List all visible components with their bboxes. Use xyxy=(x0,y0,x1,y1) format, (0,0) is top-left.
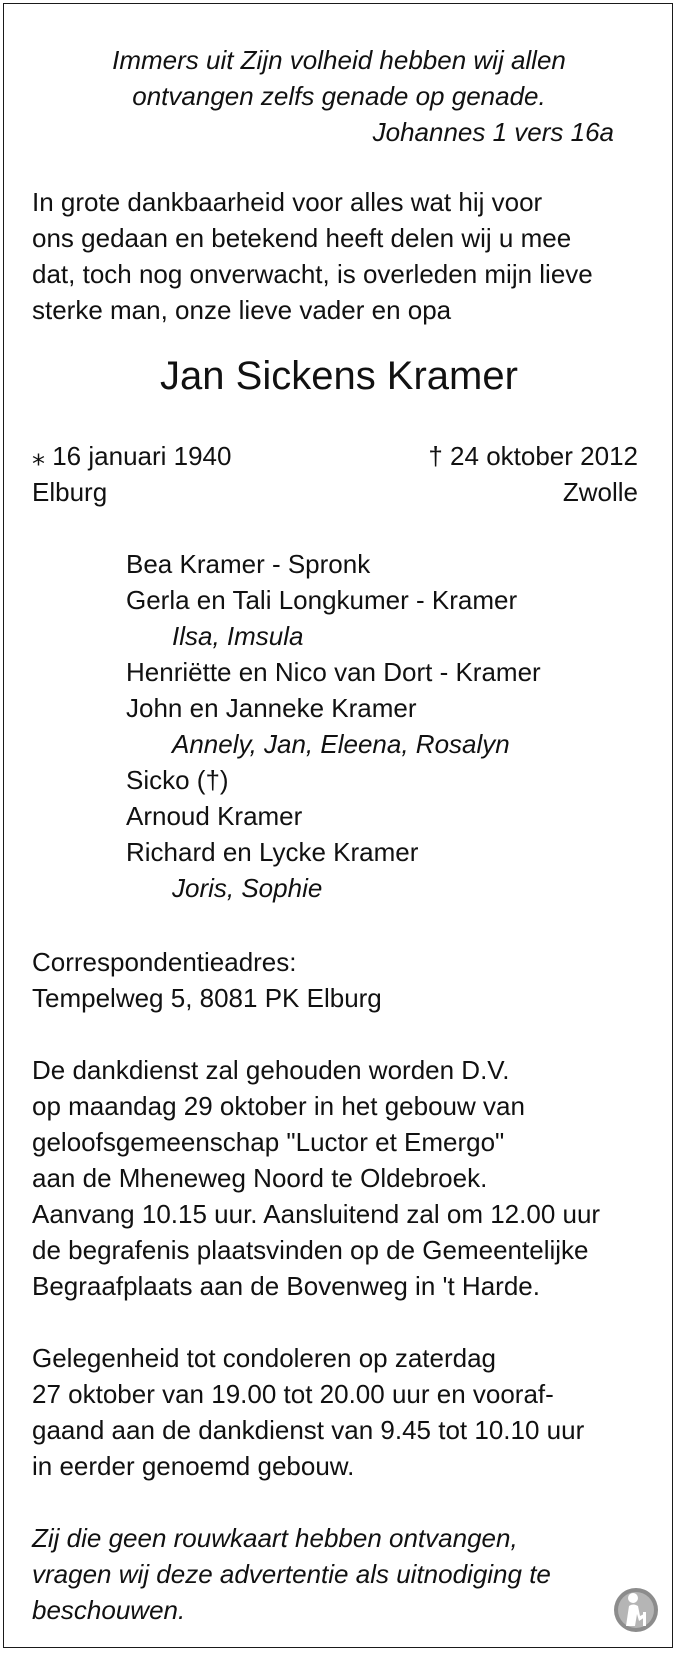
service-line: Aanvang 10.15 uur. Aansluitend zal om 12.00 uur xyxy=(32,1199,601,1229)
closing-line: beschouwen. xyxy=(32,1595,186,1625)
family-member: Arnoud Kramer xyxy=(126,801,303,831)
family-member: Henriëtte en Nico van Dort - Kramer xyxy=(126,657,541,687)
grandchildren: Joris, Sophie xyxy=(172,873,323,903)
family-member: Sicko (†) xyxy=(126,765,229,795)
service-line: De dankdienst zal gehouden worden D.V. xyxy=(32,1055,510,1085)
verse-reference: Johannes 1 vers 16a xyxy=(372,117,614,147)
service-line: aan de Mheneweg Noord te Oldebroek. xyxy=(32,1163,488,1193)
closing-line: vragen wij deze advertentie als uitnodiging te xyxy=(32,1559,551,1589)
grandchildren: Annely, Jan, Eleena, Rosalyn xyxy=(172,729,510,759)
condolence-line: Gelegenheid tot condoleren op zaterdag xyxy=(32,1343,497,1373)
family-member: John en Janneke Kramer xyxy=(126,693,417,723)
service-line: Begraafplaats aan de Bovenweg in 't Harde. xyxy=(32,1271,540,1301)
death-place: Zwolle xyxy=(562,477,638,507)
obituary-card xyxy=(3,3,673,1648)
correspondence-address: Tempelweg 5, 8081 PK Elburg xyxy=(32,983,382,1013)
closing-line: Zij die geen rouwkaart hebben ontvangen, xyxy=(32,1523,518,1553)
grandchildren: Ilsa, Imsula xyxy=(172,621,304,651)
service-line: geloofsgemeenschap "Luctor et Emergo" xyxy=(32,1127,505,1157)
birth-date: ⁎ 16 januari 1940 xyxy=(32,441,232,471)
birth-place: Elburg xyxy=(32,477,108,507)
verse-line-2: ontvangen zelfs genade op genade. xyxy=(132,81,546,111)
intro-line: dat, toch nog onverwacht, is overleden mijn lieve xyxy=(32,259,593,289)
correspondence-label: Correspondentieadres: xyxy=(32,947,297,977)
condolence-line: 27 oktober van 19.00 tot 20.00 uur en vooraf- xyxy=(32,1379,554,1409)
intro-line: sterke man, onze lieve vader en opa xyxy=(32,295,452,325)
service-line: op maandag 29 oktober in het gebouw van xyxy=(32,1091,525,1121)
family-member: Gerla en Tali Longkumer - Kramer xyxy=(126,585,518,615)
deceased-name: Jan Sickens Kramer xyxy=(160,354,518,398)
death-date: † 24 oktober 2012 xyxy=(428,441,638,471)
condolence-line: in eerder genoemd gebouw. xyxy=(32,1451,355,1481)
verse-line-1: Immers uit Zijn volheid hebben wij allen xyxy=(112,45,566,75)
family-member: Bea Kramer - Spronk xyxy=(126,549,371,579)
family-member: Richard en Lycke Kramer xyxy=(126,837,419,867)
publisher-logo-icon xyxy=(612,1586,660,1634)
condolence-line: gaand aan de dankdienst van 9.45 tot 10.10 uur xyxy=(32,1415,585,1445)
intro-line: ons gedaan en betekend heeft delen wij u mee xyxy=(32,223,572,253)
service-line: de begrafenis plaatsvinden op de Gemeentelijke xyxy=(32,1235,589,1265)
intro-line: In grote dankbaarheid voor alles wat hij voor xyxy=(32,187,543,217)
